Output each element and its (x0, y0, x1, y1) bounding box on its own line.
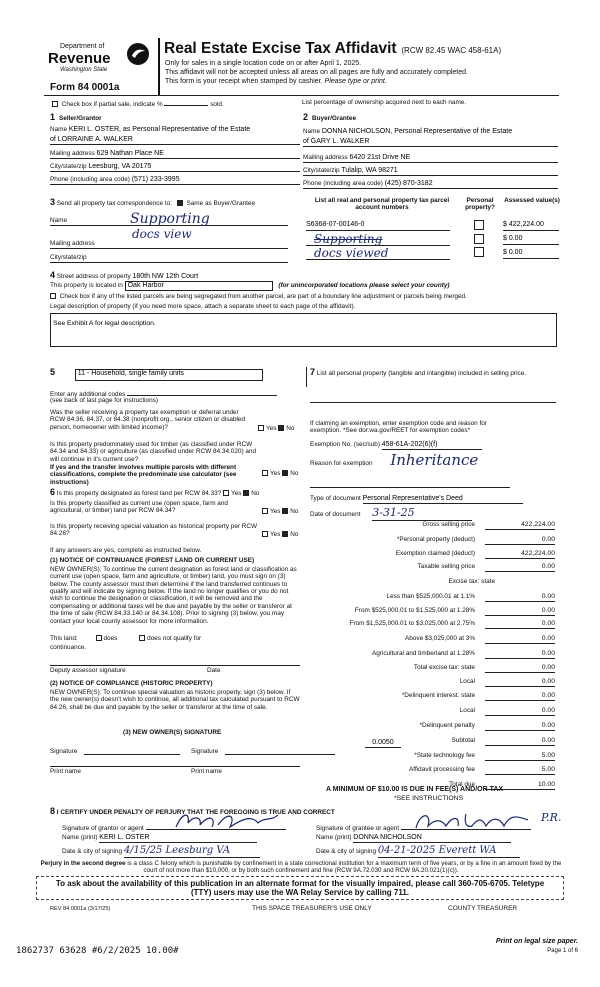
calc-row-label: *Personal property (deduct) (396, 536, 475, 543)
grantor-name[interactable]: KERI L. OSTER (99, 834, 257, 843)
doc-type[interactable]: Personal Representative's Deed (363, 495, 523, 504)
calc-row-label: Affidavit processing fee (409, 766, 475, 773)
calc-row-value[interactable]: 0.00 (485, 620, 555, 629)
calc-row (310, 737, 555, 748)
does-label: does (103, 635, 118, 642)
calc-row (310, 635, 555, 646)
section2-number: 2 (303, 112, 309, 122)
current-use-no-label: No (290, 508, 299, 515)
calc-row-value[interactable]: 422,224.00 (485, 550, 555, 559)
certify-statement: I CERTIFY UNDER PENALTY OF PERJURY THAT THE FOREGOING IS TRUE AND CORRECT (56, 809, 335, 816)
buyer-name-line2[interactable]: of GARY L. WALKER (303, 138, 558, 147)
notice2-text: NEW OWNER(S): To continue special valuation as historic property, sign (3) below. If the new owner(s) doesn't wish to continue, all additional tax calculated pursuant to RCW 84.26, shall be due and payable by the seller or transferor at the time of sale. (50, 689, 300, 711)
section1-number: 1 (50, 112, 56, 122)
section6-q2-answer (262, 508, 298, 515)
page-number: Page 1 of 6 (547, 948, 578, 954)
current-use-no-checkbox[interactable] (282, 508, 288, 514)
grantor-name-label: Name (print) (62, 834, 98, 841)
does-qualify-checkbox[interactable] (96, 635, 102, 641)
this-land-row (50, 635, 201, 642)
new-owner-print2-label: Print name (191, 768, 222, 775)
calc-row-value[interactable]: 5.00 (485, 752, 555, 761)
does-not-label: does not qualify for (147, 635, 202, 642)
form-number: Form 84 0001a (50, 82, 120, 93)
this-land-label: This land: (50, 635, 78, 642)
buyer-city-label: City/state/zip (303, 167, 340, 174)
section3-city-label: City/state/zip (50, 254, 87, 261)
new-owner-signature1-label: Signature (50, 748, 78, 755)
calc-row-value[interactable]: 0.00 (485, 692, 555, 701)
grantor-date-label: Date & city of signing (62, 848, 123, 855)
seller-mailing[interactable]: 629 Nathan Place NE (96, 150, 164, 157)
dor-emblem-icon (126, 42, 150, 66)
seller-phone-label: Phone (including area code) (50, 176, 130, 183)
perjury-text: is a class C felony which is punishable by confinement in a state correctional institution for a maximum term of five years, or by a fine in an amount fixed by the court of not more than $10,000, or by both such confinement and fine (RCW 9A.72.030 and RCW 9A.20.021(1)(c)). (127, 860, 562, 875)
section6-q3: Is this property receiving special valuation as historical property per RCW 84.26? (50, 523, 258, 538)
calc-row (310, 650, 555, 661)
seller-section (50, 112, 300, 190)
calc-row-value[interactable]: 0.00 (485, 536, 555, 545)
street-address[interactable]: 180th NW 12th Court (132, 273, 252, 282)
partial-sale-row (52, 99, 224, 108)
calc-row-label: Exemption claimed (deduct) (395, 550, 475, 557)
forest-yes-label: Yes (231, 490, 242, 497)
grantee-name[interactable]: DONNA NICHOLSON (353, 834, 511, 843)
doc-date[interactable]: 3-31-25 (372, 507, 472, 521)
calc-row-value[interactable]: 0.00 (485, 707, 555, 716)
current-use-yes-checkbox[interactable] (262, 508, 268, 514)
seller-phone[interactable]: (571) 233-3995 (131, 176, 180, 183)
reason-row (310, 452, 478, 469)
seller-city-label: City/state/zip (50, 163, 87, 170)
parcel-row-1[interactable]: S6368-07-00146-0 (306, 221, 450, 231)
dept-line1: Department of (60, 43, 105, 50)
notice1-title: (1) NOTICE OF CONTINUANCE (FOREST LAND OR CURRENT USE) (50, 557, 255, 564)
reason-label: Reason for exemption (310, 460, 373, 467)
calc-row-value[interactable]: 0.00 (485, 722, 555, 731)
parcel-row-2-value[interactable]: $ 0.00 (503, 235, 559, 245)
calc-row-value[interactable]: 0.00 (485, 593, 555, 602)
header-note3-italic: Please type or print. (324, 78, 387, 85)
header-rule (44, 95, 559, 96)
section4-number: 4 (50, 270, 56, 280)
calc-row-value[interactable]: 5.00 (485, 766, 555, 775)
new-owner-print-row (50, 766, 300, 775)
calc-row-label: Subtotal (451, 737, 475, 744)
calc-row-value[interactable]: 0.00 (485, 563, 555, 572)
parcels-handwriting2: docs viewed (314, 246, 389, 260)
seller-phone-row (50, 176, 300, 185)
exemption-no-row (310, 441, 482, 450)
parcel-row-1-personal-checkbox[interactable] (474, 220, 484, 230)
seller-heading: Seller/Grantor (59, 115, 102, 122)
see-instructions: *SEE INSTRUCTIONS (394, 795, 464, 802)
reason-line2 (310, 484, 510, 488)
calc-row-label: Local (459, 707, 475, 714)
grantee-date-row (316, 845, 520, 858)
calc-row (310, 593, 555, 604)
section5-q2a: Is this property predominately used for timber (as classified under RCW 84.34 and 84.33) or agriculture (as classified under RCW 84.34.020) and will continue in it's current use? (50, 441, 257, 463)
unincorporated-note: (for unincorporated locations please select your county) (278, 282, 450, 289)
section6-q2: Is this property classified as current use (open space, farm and agricultural, or timber) land per RCW 84.34? (50, 500, 228, 515)
partial-sale-percent[interactable] (164, 99, 208, 106)
grantee-date-city[interactable]: 04-21-2025 Everett WA (378, 845, 520, 858)
buyer-section (303, 112, 558, 194)
grantee-name-label: Name (print) (316, 834, 352, 841)
section7-number: 7 (310, 367, 316, 377)
calc-row-value[interactable]: 422,224.00 (485, 521, 555, 530)
section7-block (306, 367, 558, 387)
seller-name-label: Name (50, 126, 68, 133)
partial-sale-sold: sold. (210, 101, 224, 108)
accessibility-note (36, 876, 564, 900)
accessibility-line1: To ask about the availability of this publication in an alternate format for the visually impaired, please call 360-705-6705. Teletype (55, 879, 545, 888)
notice2-title: (2) NOTICE OF COMPLIANCE (HISTORIC PROPERTY) (50, 680, 213, 687)
buyer-name-label: Name (303, 128, 321, 135)
calc-row-value[interactable]: 0.00 (485, 737, 555, 746)
q2-no-label: No (290, 470, 299, 477)
perjury-note (40, 860, 562, 874)
calc-row-label: Less than $525,000.01 at 1.1% (386, 593, 475, 600)
calc-row-label: Taxable selling price (417, 563, 475, 570)
deputy-signature-row (50, 665, 300, 674)
partial-sale-checkbox[interactable] (52, 101, 58, 107)
section7-label: List all personal property (tangible and intangible) included in selling price. (316, 370, 527, 377)
grantee-date-label: Date & city of signing (316, 848, 377, 855)
header-note2: This affidavit will not be accepted unless all areas on all pages are fully and accurately completed. (165, 69, 468, 76)
buyer-city-row (303, 167, 558, 176)
calc-row-label: Total due (449, 781, 475, 788)
q1-yes-label: Yes (266, 425, 277, 432)
parcels-table (306, 197, 560, 267)
seller-name-line1[interactable]: KERI L. OSTER, as Personal Representative of the Estate (68, 126, 251, 133)
calc-row-value[interactable]: 0.00 (485, 678, 555, 687)
doc-type-label: Type of document (310, 495, 361, 502)
section6-number: 6 (50, 487, 56, 497)
section6-q1: Is this property designated as forest land per RCW 84.33? (56, 490, 222, 497)
buyer-city[interactable]: Tulalip, WA 98271 (341, 167, 398, 174)
continuance-label: continuance. (50, 644, 87, 651)
header-note1: Only for sales in a single location code on or after April 1, 2025. (165, 60, 362, 67)
calc-row (310, 536, 555, 547)
segregated-label: Check box if any of the listed parcels are being segregated from another parcel, are part of a boundary line adjustment or parcels being merged. (59, 293, 467, 300)
section5-q1: Was the seller receiving a property tax exemption or deferral under RCW 84.36, 84.37, or 84.38 (nonprofit org., senior citizen or disabled person, homeowner with limited income)? (50, 409, 246, 431)
grantee-pr-suffix: P.R. (541, 811, 562, 824)
buyer-mailing-row (303, 154, 558, 163)
located-select[interactable]: Oak Harbor (125, 281, 273, 291)
header-note3-row (165, 78, 387, 86)
section3-label: Send all property tax correspondence to: (56, 200, 172, 207)
calc-row (310, 607, 555, 618)
parcels-col-parcel: List all real and personal property tax parcel account numbers (314, 197, 450, 212)
ownership-label: List percentage of ownership acquired next to each name. (302, 99, 467, 106)
additional-codes-note: (see back of last page for instructions) (50, 397, 158, 404)
additional-codes-label: Enter any additional codes (50, 391, 126, 398)
buyer-phone-label: Phone (including area code) (303, 180, 383, 187)
doc-date-row (310, 507, 472, 521)
buyer-name-row (303, 128, 558, 136)
section3-handwriting2: docs view (132, 227, 192, 241)
new-owner-signature2-label: Signature (191, 748, 219, 755)
calc-row (310, 722, 555, 733)
buyer-phone[interactable]: (425) 870-3182 (384, 180, 433, 187)
current-use-yes-label: Yes (270, 508, 281, 515)
section3-number: 3 (50, 197, 56, 207)
perjury-bold: Perjury in the second degree (40, 860, 126, 867)
deputy-signature-label: Deputy assessor signature (50, 667, 126, 674)
form-title-row (164, 40, 501, 58)
parcels-col-personal: Personal property? (465, 197, 495, 212)
accessibility-line2: (TTY) users may use the WA Relay Service by calling 711. (190, 888, 410, 898)
personal-property-input[interactable] (310, 397, 556, 403)
new-owner-signature-title: (3) NEW OWNER(S) SIGNATURE (123, 729, 222, 736)
grantee-signature-label: Signature of grantee or agent (316, 825, 400, 832)
exemption-text: If claiming an exemption, enter exemption code and reason for exemption. *See dor.wa.gov/REET for exemption codes* (310, 420, 487, 435)
grantor-signature-mark (172, 809, 282, 833)
notice1-text: NEW OWNER(S): To continue the current designation as forest land or classification as current use (open space, farm and agriculture, or timber) land, you must sign on (3) below. The county assessor must then determine if the land transferred continues to qualify and will indicate by signing below. If the land no longer qualifies or you do not wish to continue the designation or classification, it will be removed and the compensating or additional taxes will be due and payable by the seller or transferor at the time of sale (RCW 84.33.140 or 84.34.108). Prior to signing (3) below, you may contact your local county assessor for more information. (50, 566, 297, 625)
parcels-col-assessed: Assessed value(s) (504, 197, 560, 204)
header-divider (158, 38, 160, 96)
grantor-signature-label: Signature of grantor or agent (62, 825, 144, 832)
new-owner-print1-label: Print name (50, 768, 81, 775)
reason-handwritten[interactable]: Inheritance (390, 451, 479, 469)
calc-row-value[interactable]: 0.00 (485, 664, 555, 673)
parcel-row-2-personal-checkbox[interactable] (474, 234, 484, 244)
forest-no-label: No (251, 490, 260, 497)
section5-code-row (50, 367, 263, 381)
forest-no-checkbox[interactable] (243, 490, 249, 496)
dor-logo (44, 40, 154, 84)
calc-row-label: Agricultural and timberland at 1.28% (371, 650, 475, 657)
grantor-date-row (62, 845, 260, 858)
minimum-due-note: A MINIMUM OF $10.00 IS DUE IN FEE(S) AND/OR TAX (326, 786, 504, 793)
section4-located-row (50, 281, 450, 291)
parcels-handwriting1: Supporting (314, 232, 383, 246)
form-title: Real Estate Excise Tax Affidavit (164, 40, 397, 57)
parcel-row-3-personal-checkbox[interactable] (474, 247, 484, 257)
section6-q1-row (50, 487, 310, 497)
deputy-date-label: Date (207, 667, 221, 674)
exemption-no[interactable]: 458-61A-202(6)(f) (382, 441, 482, 450)
historic-no-checkbox[interactable] (282, 531, 288, 537)
section5-q2-answer (262, 470, 298, 477)
q1-no-label: No (286, 425, 295, 432)
treasurer-only-label: THIS SPACE TREASURER'S USE ONLY (252, 905, 372, 912)
q2-no-checkbox[interactable] (282, 470, 288, 476)
same-as-buyer-checkbox[interactable] (177, 200, 183, 206)
section5-q2b: If yes and the transfer involves multiple parcels with different classifications, complete the predominate use calculator (see instructions) (50, 464, 237, 486)
street-label: Street address of property (56, 273, 131, 280)
parcel-row-1-value[interactable]: $ 422,224.00 (503, 221, 559, 231)
form-title-ref: (RCW 82.45 WAC 458-61A) (401, 46, 502, 55)
seller-city-row (50, 163, 300, 172)
q2-yes-label: Yes (270, 470, 281, 477)
calc-row (310, 692, 555, 703)
calc-row-label: From $525,000.01 to $1,525,000 at 1.28% (354, 607, 475, 614)
land-use-code-select[interactable]: 11 - Household, single family units (75, 369, 263, 381)
section3-handwriting1: Supporting (130, 211, 210, 227)
section3-name-label: Name (50, 217, 68, 224)
historic-yes-label: Yes (270, 531, 281, 538)
legal-label: Legal description of property (if you need more space, attach a separate sheet to each page of the affidavit). (50, 303, 356, 310)
grantee-name-row (316, 834, 511, 843)
new-owner-signature1[interactable] (84, 748, 180, 755)
section3-header (50, 197, 255, 207)
recording-stamp: 1862737 63628 #6/2/2025 10.00# (16, 946, 179, 956)
dept-line2: Revenue (48, 50, 111, 67)
buyer-mailing[interactable]: 6420 21st Drive NE (349, 154, 411, 161)
seller-mailing-label: Mailing address (50, 150, 95, 157)
partial-sale-label: Check box if partial sale, indicate % (61, 101, 163, 108)
calc-row-label: *Delinquent penalty (419, 722, 475, 729)
historic-yes-checkbox[interactable] (262, 531, 268, 537)
parcel-row-3-value[interactable]: $ 0.00 (503, 249, 559, 259)
buyer-name-line1[interactable]: DONNA NICHOLSON, Personal Representative of the Estate (321, 128, 513, 135)
local-rate[interactable]: 0.0050 (365, 739, 401, 748)
does-not-qualify-checkbox[interactable] (139, 635, 145, 641)
seller-mailing-row (50, 150, 300, 159)
seller-name-row (50, 126, 300, 134)
exemption-no-label: Exemption No. (sec/sub) (310, 441, 380, 448)
q1-no-checkbox[interactable] (278, 425, 284, 431)
forest-yes-checkbox[interactable] (223, 490, 229, 496)
legal-description[interactable]: See Exhibit A for legal description. (50, 313, 557, 347)
calc-row-label: Local (459, 678, 475, 685)
section3-mailing-label: Mailing address (50, 240, 95, 247)
calc-row-label: Gross selling price (422, 521, 475, 528)
grantor-name-row (62, 834, 257, 843)
buyer-phone-row (303, 180, 558, 189)
calc-row (310, 550, 555, 561)
section3-city-row (50, 254, 288, 263)
calc-row (310, 521, 555, 532)
calc-row (310, 766, 555, 777)
calc-row-label: *State technology fee (414, 752, 475, 759)
seller-name-line2[interactable]: of LORRAINE A. WALKER (50, 136, 300, 145)
grantee-signature-mark (412, 808, 532, 834)
county-treasurer-label: COUNTY TREASURER (448, 905, 518, 912)
calc-row (310, 664, 555, 675)
section5-q1-answer (258, 425, 294, 432)
calc-row (310, 752, 555, 763)
calc-row-value[interactable]: 10.00 (485, 781, 555, 790)
buyer-heading: Buyer/Grantee (312, 115, 357, 122)
located-label: This property is located in (50, 282, 123, 289)
buyer-mailing-label: Mailing address (303, 154, 348, 161)
seller-city[interactable]: Leesburg, VA 20175 (88, 163, 152, 170)
doc-type-row (310, 495, 523, 504)
doc-date-label: Date of document (310, 511, 361, 518)
q2-yes-checkbox[interactable] (262, 470, 268, 476)
segregated-row (50, 293, 467, 300)
grantor-date-city[interactable]: 4/15/25 Leesburg VA (124, 845, 260, 858)
q1-yes-checkbox[interactable] (258, 425, 264, 431)
calc-row (310, 678, 555, 689)
calc-row-value[interactable]: 0.00 (485, 650, 555, 659)
revision-label: REV 84 0001a (3/17/25) (50, 906, 111, 912)
segregated-checkbox[interactable] (50, 293, 56, 299)
calc-row (310, 620, 555, 631)
dept-line3: Washington State (60, 67, 108, 73)
same-as-buyer-label: Same as Buyer/Grantee (186, 200, 256, 207)
additional-codes-input[interactable] (127, 388, 277, 396)
calc-row-value[interactable]: 0.00 (485, 635, 555, 644)
historic-no-label: No (290, 531, 299, 538)
section3 (50, 197, 305, 269)
calc-row-value[interactable]: 0.00 (485, 607, 555, 616)
calc-row-label: Above $3,025,000 at 3% (405, 635, 475, 642)
section6-if-yes: If any answers are yes, complete as instructed below. (50, 547, 202, 554)
calc-row (310, 563, 555, 574)
calc-row-label: *Delinquent interest: state (401, 692, 475, 699)
calc-row-label: Total excise tax: state (413, 664, 475, 671)
section8-number: 8 (50, 806, 56, 816)
section5-number: 5 (50, 367, 56, 377)
calc-row (310, 578, 555, 589)
calc-row (310, 707, 555, 718)
section6-q3-answer (262, 531, 298, 538)
calc-row-label: From $1,525,000.01 to $3,025,000 at 2.75% (349, 620, 475, 627)
header-note3: This form is your receipt when stamped by cashier. (165, 78, 323, 85)
legal-paper-note: Print on legal size paper. (495, 938, 578, 945)
calc-row-label: Excise tax: state (448, 578, 495, 585)
